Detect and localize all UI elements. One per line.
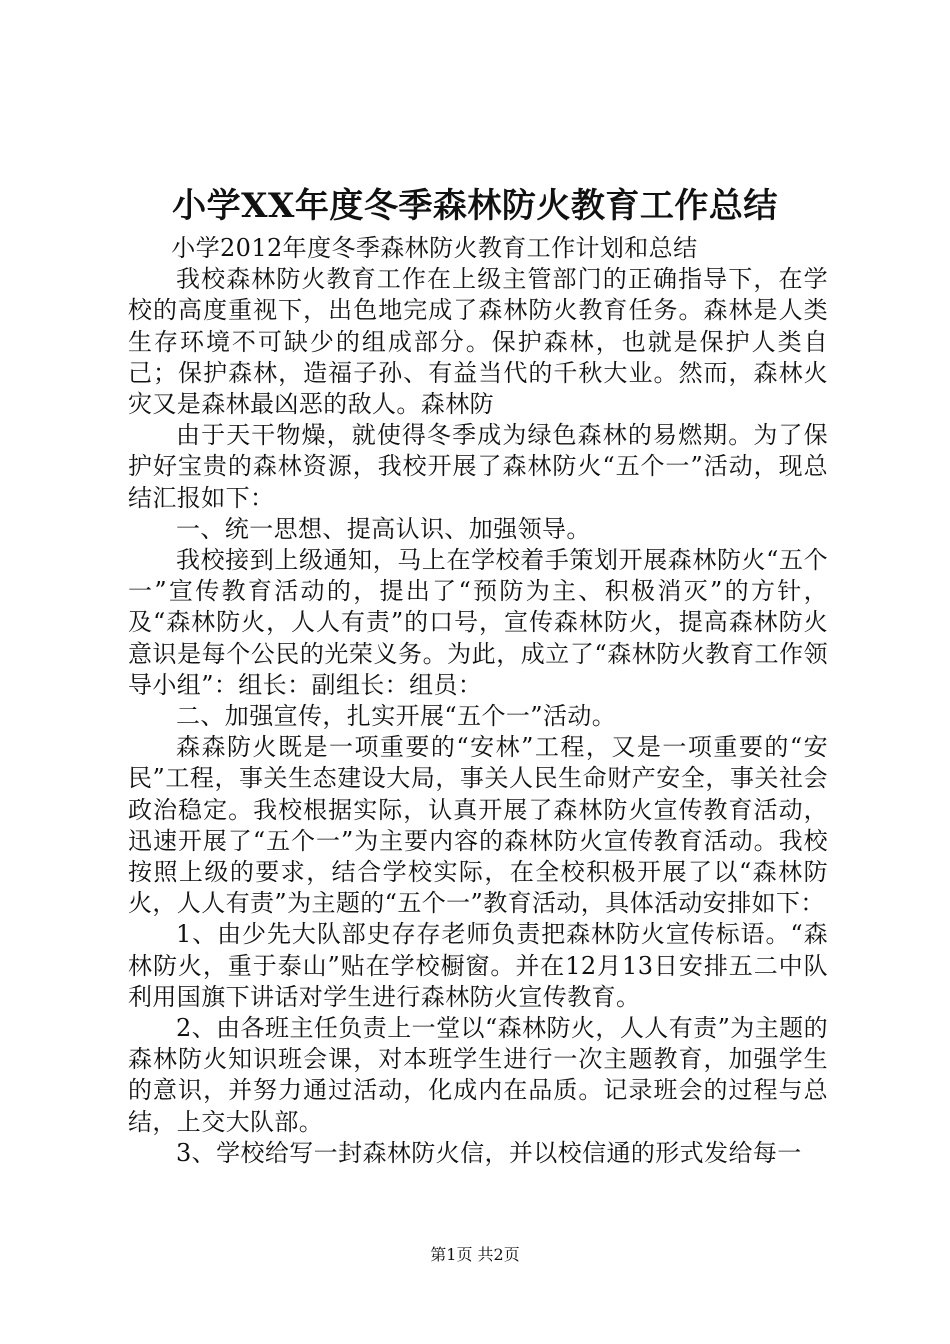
list-item-1: 1、由少先大队部史存存老师负责把森林防火宣传标语。“森林防火，重于泰山”贴在学校橱窗。并在12月13日安排五二中队利用国旗下讲话对学生进行森林防火宣传教育。 <box>128 920 828 1011</box>
paragraph-intro: 我校森林防火教育工作在上级主管部门的正确指导下，在学校的高度重视下，出色地完成了森林防火教育任务。森林是人类生存环境不可缺少的组成部分。保护森林，也就是保护人类自己；保护森林，造福子孙、有益当代的千秋大业。然而，森林火灾又是森林最凶恶的敌人。森林防 <box>128 265 828 419</box>
list-item-3: 3、学校给写一封森林防火信，并以校信通的形式发给每一 <box>176 1138 802 1167</box>
document-subtitle: 小学2012年度冬季森林防火教育工作计划和总结 <box>171 234 698 262</box>
section-heading-1: 一、统一思想、提高认识、加强领导。 <box>176 514 591 543</box>
paragraph-section-1: 我校接到上级通知，马上在学校着手策划开展森林防火“五个一”宣传教育活动的，提出了“预防为主、积极消灭”的方针，及“森林防火，人人有责”的口号，宣传森林防火，提高森林防火意识是每个公民的光荣义务。为此，成立了“森林防火教育工作领导小组”：组长：副组长：组员： <box>128 546 828 699</box>
section-heading-2: 二、加强宣传，扎实开展“五个一”活动。 <box>176 702 617 731</box>
document-title: 小学XX年度冬季森林防火教育工作总结 <box>172 186 778 226</box>
paragraph-background: 由于天干物燥，就使得冬季成为绿色森林的易燃期。为了保护好宝贵的森林资源，我校开展了森林防火“五个一”活动，现总结汇报如下： <box>128 421 828 512</box>
paragraph-section-2: 森森防火既是一项重要的“安林”工程，又是一项重要的“安民”工程，事关生态建设大局，事关人民生命财产安全，事关社会政治稳定。我校根据实际，认真开展了森林防火宣传教育活动，迅速开展了“五个一”为主要内容的森林防火宣传教育活动。我校按照上级的要求，结合学校实际，在全校积极开展了以“森林防火，人人有责”为主题的“五个一”教育活动，具体活动安排如下： <box>128 733 828 918</box>
document-body <box>128 233 828 1169</box>
list-item-2: 2、由各班主任负责上一堂以“森林防火，人人有责”为主题的森林防火知识班会课，对本班学生进行一次主题教育，加强学生的意识，并努力通过活动，化成内在品质。记录班会的过程与总结，上交大队部。 <box>128 1014 828 1136</box>
page-number: 第1页 共2页 <box>430 1245 520 1264</box>
